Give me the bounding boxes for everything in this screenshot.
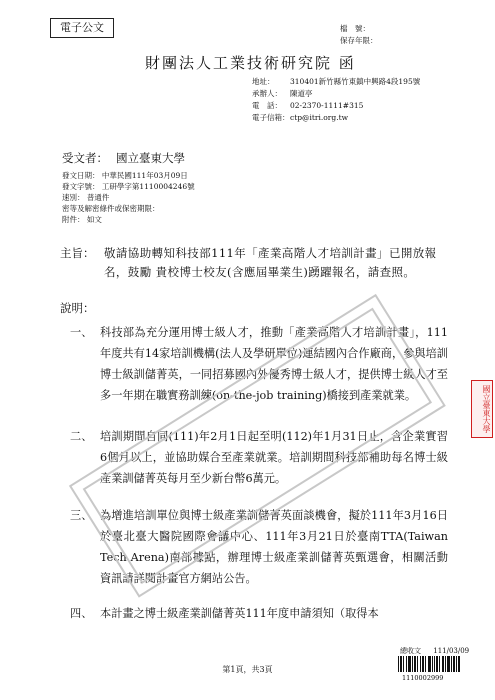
contact-block: [252, 76, 452, 124]
document-meta: [62, 170, 195, 225]
contact-label: 電 話：: [252, 101, 282, 110]
meta-value: 如文: [86, 215, 102, 224]
contact-value: ctp@itri.org.tw: [290, 113, 349, 122]
received-seal: 國立臺東大學: [471, 380, 493, 438]
item-number: 二、: [70, 430, 93, 443]
contact-handler: [252, 88, 452, 100]
contact-label: 承辦人：: [252, 89, 282, 98]
description-item: [60, 603, 448, 624]
retention-period-label: 保存年限：: [340, 36, 378, 45]
item-text: 為增進培訓單位與博士級產業訓儲菁英面談機會，擬於111年3月16日於臺北臺大醫院國際會議中心、111年3月21日於臺南TTA(Taiwan Tech Arena)南部據點，辦理博士級產業訓儲菁英甄選會，相關活動資訊請詳閱計畫官方網站公告。: [100, 509, 448, 585]
meta-classification: [62, 203, 195, 214]
meta-value: 工研學字第1110004246號: [101, 182, 195, 191]
contact-value: 02-2370-1111#315: [290, 101, 364, 110]
contact-address: [252, 76, 452, 88]
description-item: [60, 322, 448, 406]
recipient-value: 國立臺東大學: [116, 151, 185, 165]
contact-label: 電子信箱：: [252, 113, 290, 122]
description-item: [60, 505, 448, 589]
contact-phone: [252, 100, 452, 112]
description-item: [60, 426, 448, 489]
contact-email: [252, 112, 452, 124]
recipient-label: 受文者：: [62, 151, 108, 165]
electronic-document-tag: 電子公文: [50, 18, 114, 38]
meta-label: 附件：: [62, 215, 85, 224]
meta-label: 密等及解密條件或保密期限：: [62, 204, 160, 213]
received-stamp: [400, 646, 469, 656]
barcode-number: 1110002999: [402, 674, 444, 682]
meta-urgency: [62, 192, 195, 203]
meta-attachment: [62, 214, 195, 225]
received-date: 111/03/09: [433, 647, 470, 655]
subject-text: 敬請協助轉知科技部111年「產業高階人才培訓計畫」已開放報名，鼓勵 貴校博士校友(含應屆畢業生)踴躍報名，請查照。: [104, 246, 437, 279]
item-text: 本計畫之博士級產業訓儲菁英111年度申請須知（取得本: [100, 607, 379, 620]
meta-value: 中華民國111年03月09日: [101, 171, 188, 180]
subject-section: [60, 244, 448, 282]
meta-label: 速別：: [62, 193, 85, 202]
contact-value: 310401新竹縣竹東鎮中興路4段195號: [290, 77, 421, 86]
meta-document-number: [62, 181, 195, 192]
received-label: 總收文: [400, 647, 421, 655]
item-text: 科技部為充分運用博士級人才，推動「產業高階人才培訓計畫」，111年度共有14家培訓機構(法人及學研單位)連結國內合作廠商，參與培訓博士級訓儲菁英，一同招募國內外優秀博士級人才，提供博士級人才至多一年期在職實務訓練(on-the-job training)橋接到產業就業。: [100, 326, 448, 402]
meta-value: 普通件: [86, 193, 110, 202]
recipient: [62, 150, 185, 166]
item-number: 一、: [70, 326, 93, 339]
meta-issue-date: [62, 170, 195, 181]
subject-label: 主旨：: [60, 246, 95, 260]
contact-value: 陳道亭: [290, 89, 313, 98]
item-number: 三、: [70, 509, 93, 522]
file-number-label: 檔 號：: [340, 24, 370, 33]
description-label: 說明：: [60, 301, 95, 315]
item-text: 培訓期間自同(111)年2月1日起至明(112)年1月31日止，含企業實習6個月以上，並協助媒合至產業就業。培訓期間科技部補助每名博士級產業訓儲菁英每月至少新台幣6萬元。: [100, 430, 448, 485]
contact-label: 地址：: [252, 77, 275, 86]
page-number: 第1頁，共3頁: [222, 665, 273, 674]
meta-label: 發文日期：: [62, 171, 100, 180]
meta-label: 發文字號：: [62, 182, 100, 191]
item-number: 四、: [70, 607, 93, 620]
document-title: 財團法人工業技術研究院 函: [145, 54, 356, 72]
